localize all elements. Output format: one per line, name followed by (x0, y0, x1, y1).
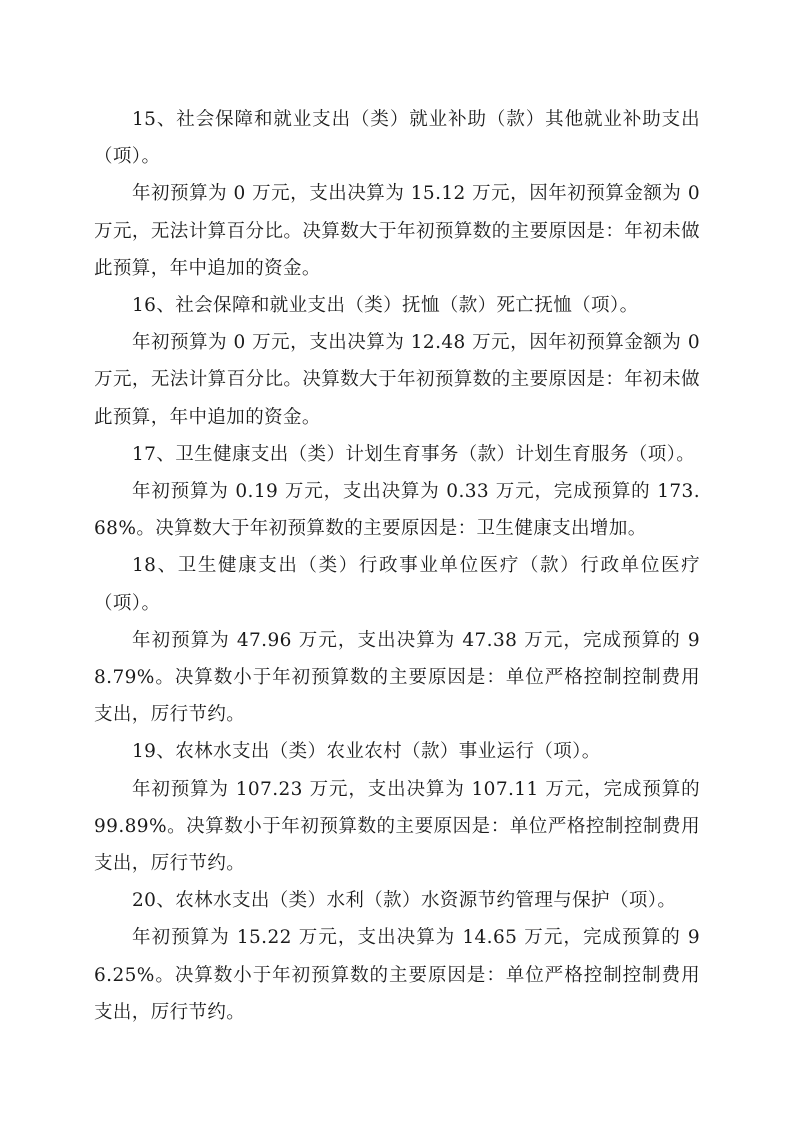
item-19-heading: 19、农林水支出（类）农业农村（款）事业运行（项）。 (132, 741, 601, 763)
item-18-heading: 18、卫生健康支出（类）行政事业单位医疗（款）行政单位医疗（项）。 (94, 555, 700, 614)
item-15-body: 年初预算为 0 万元，支出决算为 15.12 万元，因年初预算金额为 0 万元，无法计算百分比。决算数大于年初预算数的主要原因是：年初未做此预算，年中追加的资金。 (94, 183, 700, 279)
item-16-body: 年初预算为 0 万元，支出决算为 12.48 万元，因年初预算金额为 0 万元，无法计算百分比。决算数大于年初预算数的主要原因是：年初未做此预算，年中追加的资金。 (94, 332, 700, 428)
item-16-heading: 16、社会保障和就业支出（类）抚恤（款）死亡抚恤（项）。 (132, 295, 639, 317)
item-20-heading: 20、农林水支出（类）水利（款）水资源节约管理与保护（项）。 (132, 890, 677, 912)
item-15-heading: 15、社会保障和就业支出（类）就业补助（款）其他就业补助支出（项）。 (94, 109, 700, 168)
document-body (94, 101, 700, 1031)
item-17-heading: 17、卫生健康支出（类）计划生育事务（款）计划生育服务（项）。 (132, 443, 696, 465)
item-20-body: 年初预算为 15.22 万元，支出决算为 14.65 万元，完成预算的 96.25%。决算数小于年初预算数的主要原因是：单位严格控制控制费用支出，厉行节约。 (94, 927, 700, 1023)
item-19-body: 年初预算为 107.23 万元，支出决算为 107.11 万元，完成预算的 99.89%。决算数小于年初预算数的主要原因是：单位严格控制控制费用支出，厉行节约。 (94, 778, 700, 875)
item-17-body: 年初预算为 0.19 万元，支出决算为 0.33 万元，完成预算的 173.68%。决算数大于年初预算数的主要原因是：卫生健康支出增加。 (94, 481, 700, 540)
item-18-body: 年初预算为 47.96 万元，支出决算为 47.38 万元，完成预算的 98.79%。决算数小于年初预算数的主要原因是：单位严格控制控制费用支出，厉行节约。 (94, 629, 700, 726)
